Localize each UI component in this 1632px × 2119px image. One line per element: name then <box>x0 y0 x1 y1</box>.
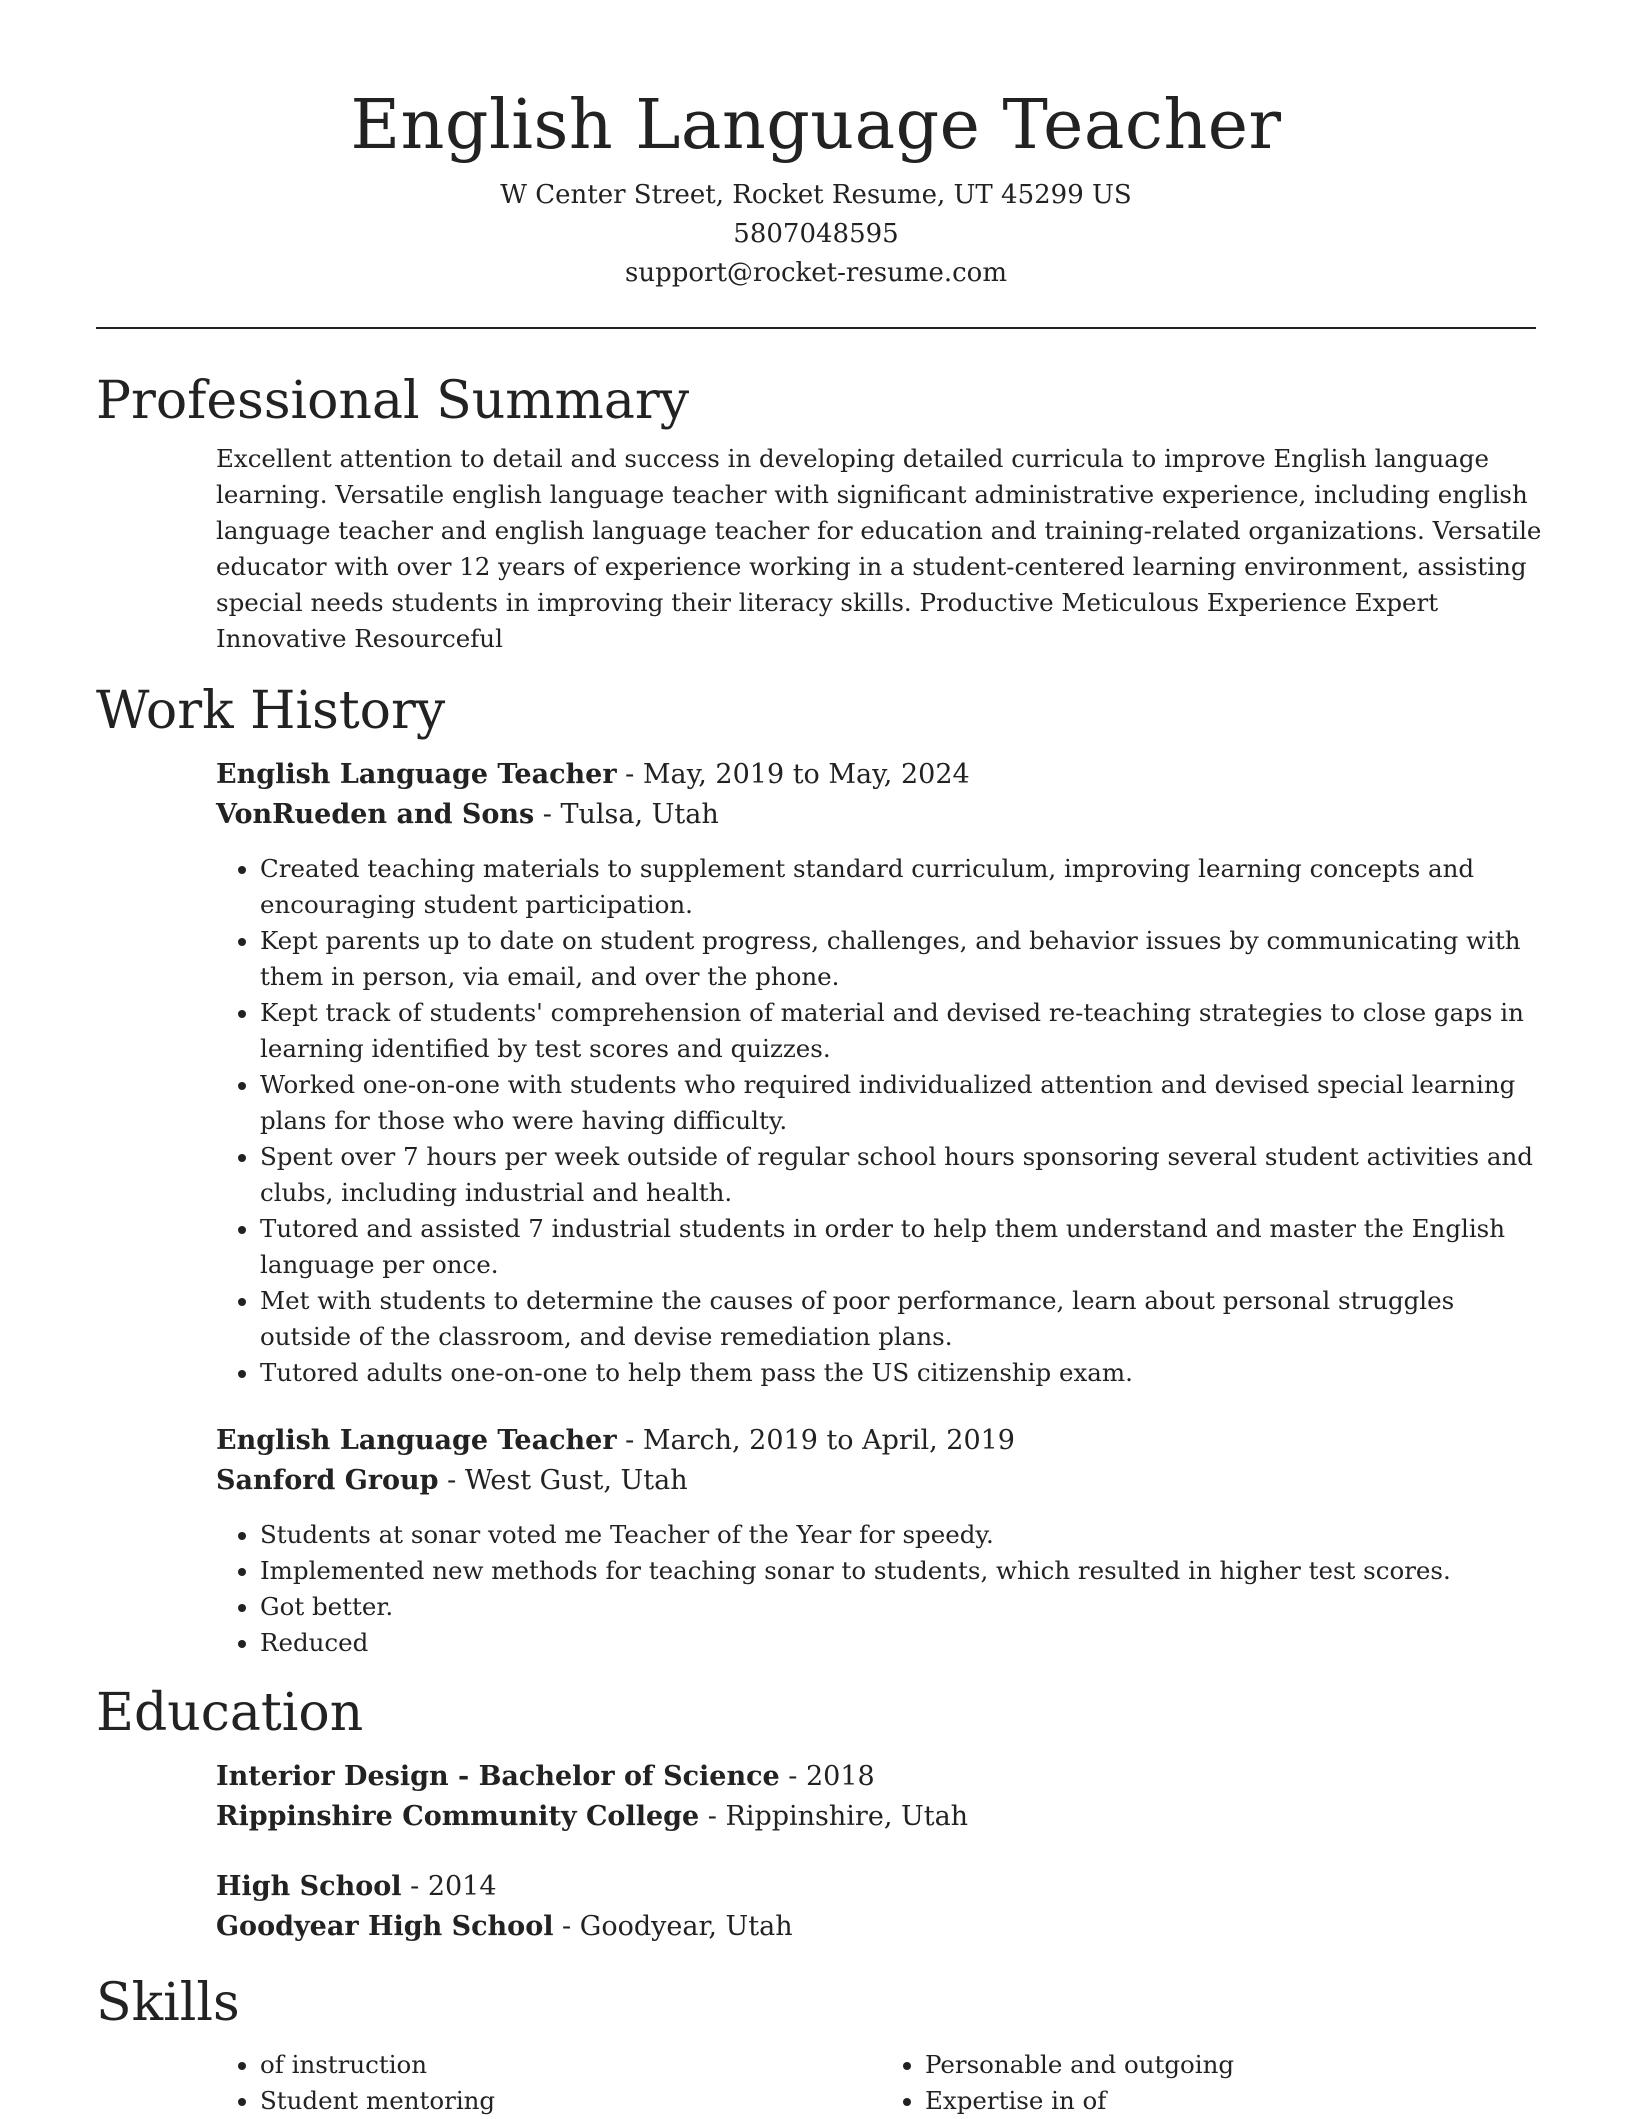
education-heading <box>216 1867 1536 1907</box>
contact-email: support@rocket-resume.com <box>624 258 1007 288</box>
job-dates: - May, 2019 to May, 2024 <box>616 759 970 790</box>
skill-item: • of instruction <box>260 2047 881 2083</box>
education-location: - Rippinshire, Utah <box>699 1801 969 1832</box>
job-bullet: • Kept parents up to date on student progress, challenges, and behavior issues by communicating with them in person, via email, and over the phone. <box>260 923 1536 995</box>
job-entry <box>216 755 1536 1391</box>
job-employer <box>216 1461 1536 1501</box>
summary-text: Excellent attention to detail and success in developing detailed curricula to improve English language learning. Versatile english language teacher with significant administrative experience, including english language teacher and english language teacher for education and training-related organizations. Versatile educator with over 12 years of experience working in a student-centered learning environment, assisting special needs students in improving their literacy skills. Productive Meticulous Experience Expert Innovative Resourceful <box>216 444 1542 653</box>
education-heading <box>216 1757 1536 1797</box>
education-entry <box>216 1867 1536 1947</box>
job-employer <box>216 795 1536 835</box>
job-bullets <box>216 851 1536 1391</box>
contact-phone: 5807048595 <box>733 219 899 249</box>
summary-section <box>216 441 1542 657</box>
job-dates: - March, 2019 to April, 2019 <box>616 1425 1015 1456</box>
education-section <box>216 1757 1536 1947</box>
section-title-work-history: Work History <box>96 681 446 741</box>
job-bullet: • Reduced <box>260 1625 1536 1661</box>
job-bullet: • Worked one-on-one with students who required individualized attention and devised special learning plans for those who were having difficulty. <box>260 1067 1536 1139</box>
education-entry <box>216 1757 1536 1837</box>
job-role: English Language Teacher <box>216 1425 617 1456</box>
job-location: - West Gust, Utah <box>438 1465 688 1496</box>
job-bullet: • Implemented new methods for teaching sonar to students, which resulted in higher test scores. <box>260 1553 1536 1589</box>
job-bullet: • Got better. <box>260 1589 1536 1625</box>
section-title-summary: Professional Summary <box>96 371 690 431</box>
education-school: Goodyear High School <box>216 1911 554 1942</box>
job-bullet: • Created teaching materials to supplement standard curriculum, improving learning concepts and encouraging student participation. <box>260 851 1536 923</box>
skill-item: • Personable and outgoing <box>925 2047 1546 2083</box>
skills-section <box>216 2047 1536 2119</box>
resume-name: English Language Teacher <box>350 86 1282 165</box>
job-bullet: • Kept track of students' comprehension of material and devised re-teaching strategies to close gaps in learning identified by test scores and quizzes. <box>260 995 1536 1067</box>
contact-block <box>96 176 1536 293</box>
job-entry <box>216 1421 1536 1661</box>
job-bullets <box>216 1517 1536 1661</box>
education-school: Rippinshire Community College <box>216 1801 700 1832</box>
job-bullet: • Met with students to determine the causes of poor performance, learn about personal struggles outside of the classroom, and devise remediation plans. <box>260 1283 1536 1355</box>
work-history-section <box>216 755 1536 1661</box>
education-institution <box>216 1907 1536 1947</box>
education-year: - 2018 <box>779 1761 875 1792</box>
skills-column-right <box>881 2047 1546 2119</box>
job-bullet: • Tutored and assisted 7 industrial students in order to help them understand and master the English language per once. <box>260 1211 1536 1283</box>
education-location: - Goodyear, Utah <box>553 1911 793 1942</box>
education-degree: Interior Design - Bachelor of Science <box>216 1761 780 1792</box>
skills-columns <box>216 2047 1546 2119</box>
skills-column-left <box>216 2047 881 2119</box>
education-year: - 2014 <box>401 1871 497 1902</box>
resume-page <box>96 0 1542 2119</box>
job-bullet: • Tutored adults one-on-one to help them pass the US citizenship exam. <box>260 1355 1536 1391</box>
section-title-education: Education <box>96 1683 364 1743</box>
education-institution <box>216 1797 1536 1837</box>
job-company: Sanford Group <box>216 1465 439 1496</box>
job-company: VonRueden and Sons <box>216 799 535 830</box>
header-divider <box>96 327 1536 329</box>
skill-item: • Student mentoring <box>260 2083 881 2119</box>
contact-address: W Center Street, Rocket Resume, UT 45299 US <box>500 180 1132 210</box>
education-degree: High School <box>216 1871 402 1902</box>
job-heading <box>216 755 1536 795</box>
skill-item: • Expertise in of <box>925 2083 1546 2119</box>
job-heading <box>216 1421 1536 1461</box>
job-bullet: • Students at sonar voted me Teacher of the Year for speedy. <box>260 1517 1536 1553</box>
job-location: - Tulsa, Utah <box>534 799 719 830</box>
section-title-skills: Skills <box>96 1973 240 2033</box>
job-bullet: • Spent over 7 hours per week outside of regular school hours sponsoring several student activities and clubs, including industrial and health. <box>260 1139 1536 1211</box>
job-role: English Language Teacher <box>216 759 617 790</box>
